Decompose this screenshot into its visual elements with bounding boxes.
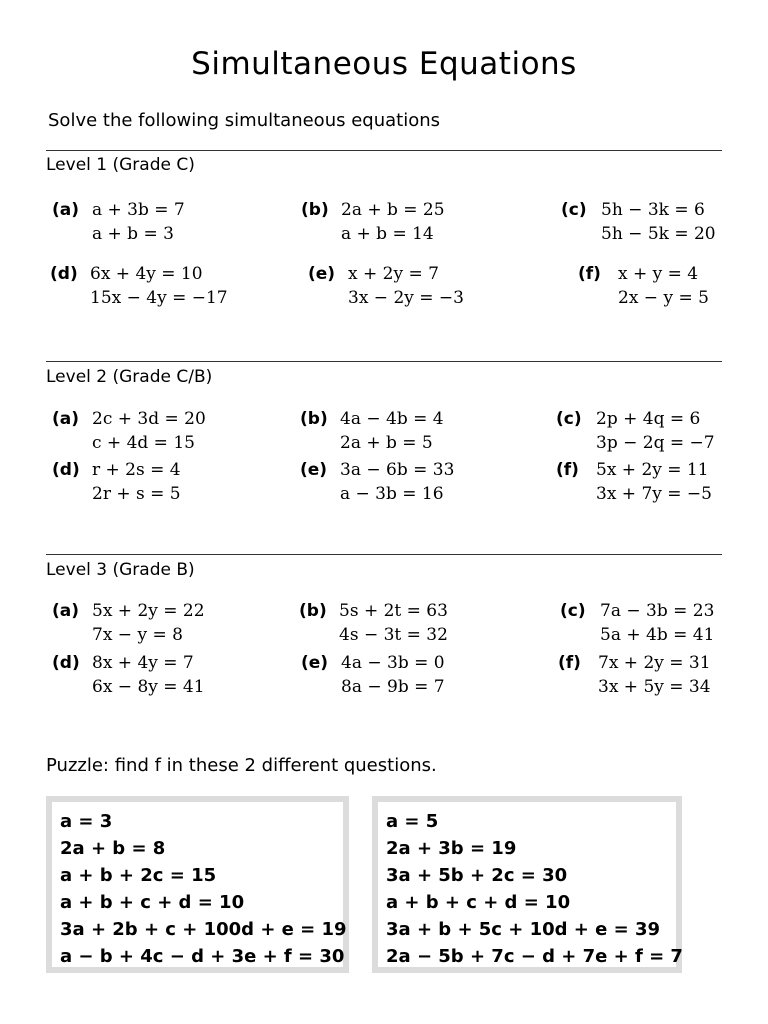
equation: a + b = 3 [92,224,174,244]
equation: 2c + 3d = 20 [92,409,206,429]
puzzle-equation: 2a − 5b + 7c − d + 7e + f = 7 [386,946,683,967]
question-3d [52,651,205,699]
question-label: (f) [558,653,581,673]
level-3-title: Level 3 (Grade B) [46,560,195,580]
section-divider [46,150,722,151]
question-2f [556,458,712,506]
equation: a + b = 14 [341,224,434,244]
question-2d [52,458,181,506]
puzzle-box-2 [372,796,682,973]
question-3a [52,599,205,647]
equation: 6x + 4y = 10 [90,264,203,284]
question-label: (d) [52,460,80,480]
puzzle-equation: a + b + c + d = 10 [386,892,571,913]
question-label: (c) [561,200,587,220]
equation: 5x + 2y = 11 [596,460,709,480]
equation: x + y = 4 [618,264,699,284]
question-label: (a) [52,200,80,220]
question-1b [301,198,445,246]
equation: r + 2s = 4 [92,460,181,480]
question-2c [556,407,715,455]
equation: 3a − 6b = 33 [340,460,455,480]
puzzle-equation: 3a + 2b + c + 100d + e = 19 [60,919,347,940]
question-label: (a) [52,409,80,429]
equation: 4s − 3t = 32 [339,625,448,645]
equation: 5x + 2y = 22 [92,601,205,621]
question-label: (e) [308,264,336,284]
puzzle-equation: 2a + 3b = 19 [386,838,517,859]
question-label: (c) [556,409,582,429]
question-label: (b) [299,601,327,621]
question-1a [52,198,185,246]
question-label: (f) [578,264,601,284]
question-3f [558,651,711,699]
puzzle-equation: 3a + b + 5c + 10d + e = 39 [386,919,661,940]
question-label: (b) [300,409,328,429]
question-label: (d) [52,653,80,673]
equation: 8a − 9b = 7 [341,677,445,697]
question-label: (e) [300,460,328,480]
equation: 15x − 4y = −17 [90,288,228,308]
question-1d [50,262,228,310]
instructions: Solve the following simultaneous equations [48,110,441,131]
equation: 3x + 7y = −5 [596,484,712,504]
page-title: Simultaneous Equations [191,46,577,82]
equation: 7x − y = 8 [92,625,183,645]
equation: 2a + b = 25 [341,200,445,220]
question-1c [561,198,716,246]
puzzle-box-1 [46,796,349,973]
equation: 5h − 3k = 6 [601,200,705,220]
equation: a + 3b = 7 [92,200,185,220]
equation: 3x − 2y = −3 [348,288,464,308]
equation: 3p − 2q = −7 [596,433,715,453]
puzzle-equation: a + b + 2c = 15 [60,865,217,886]
question-label: (e) [301,653,329,673]
puzzle-equation: 3a + 5b + 2c = 30 [386,865,568,886]
question-label: (c) [560,601,586,621]
equation: 2a + b = 5 [340,433,433,453]
equation: 2r + s = 5 [92,484,181,504]
question-label: (a) [52,601,80,621]
equation: 3x + 5y = 34 [598,677,711,697]
equation: a − 3b = 16 [340,484,444,504]
question-1e [308,262,464,310]
equation: 4a − 4b = 4 [340,409,444,429]
section-divider [46,554,722,555]
question-3e [301,651,445,699]
equation: 5h − 5k = 20 [601,224,716,244]
equation: 2p + 4q = 6 [596,409,701,429]
question-3b [299,599,448,647]
puzzle-equation: a = 3 [60,811,113,832]
question-label: (d) [50,264,78,284]
question-label: (f) [556,460,579,480]
question-2b [300,407,444,455]
puzzle-equation: 2a + b = 8 [60,838,166,859]
equation: 6x − 8y = 41 [92,677,205,697]
level-2-title: Level 2 (Grade C/B) [46,367,213,387]
puzzle-heading: Puzzle: find f in these 2 different questions. [46,755,437,776]
equation: 8x + 4y = 7 [92,653,194,673]
equation: 2x − y = 5 [618,288,709,308]
equation: c + 4d = 15 [92,433,195,453]
question-label: (b) [301,200,329,220]
equation: 7x + 2y = 31 [598,653,711,673]
puzzle-equation: a + b + c + d = 10 [60,892,245,913]
puzzle-equation: a − b + 4c − d + 3e + f = 30 [60,946,345,967]
question-2e [300,458,454,506]
equation: 5s + 2t = 63 [339,601,448,621]
question-3c [560,599,714,647]
puzzle-equation: a = 5 [386,811,439,832]
equation: x + 2y = 7 [348,264,439,284]
level-1-title: Level 1 (Grade C) [46,155,195,175]
equation: 5a + 4b = 41 [600,625,715,645]
question-1f [578,262,709,310]
equation: 4a − 3b = 0 [341,653,445,673]
equation: 7a − 3b = 23 [600,601,715,621]
section-divider [46,361,722,362]
question-2a [52,407,206,455]
